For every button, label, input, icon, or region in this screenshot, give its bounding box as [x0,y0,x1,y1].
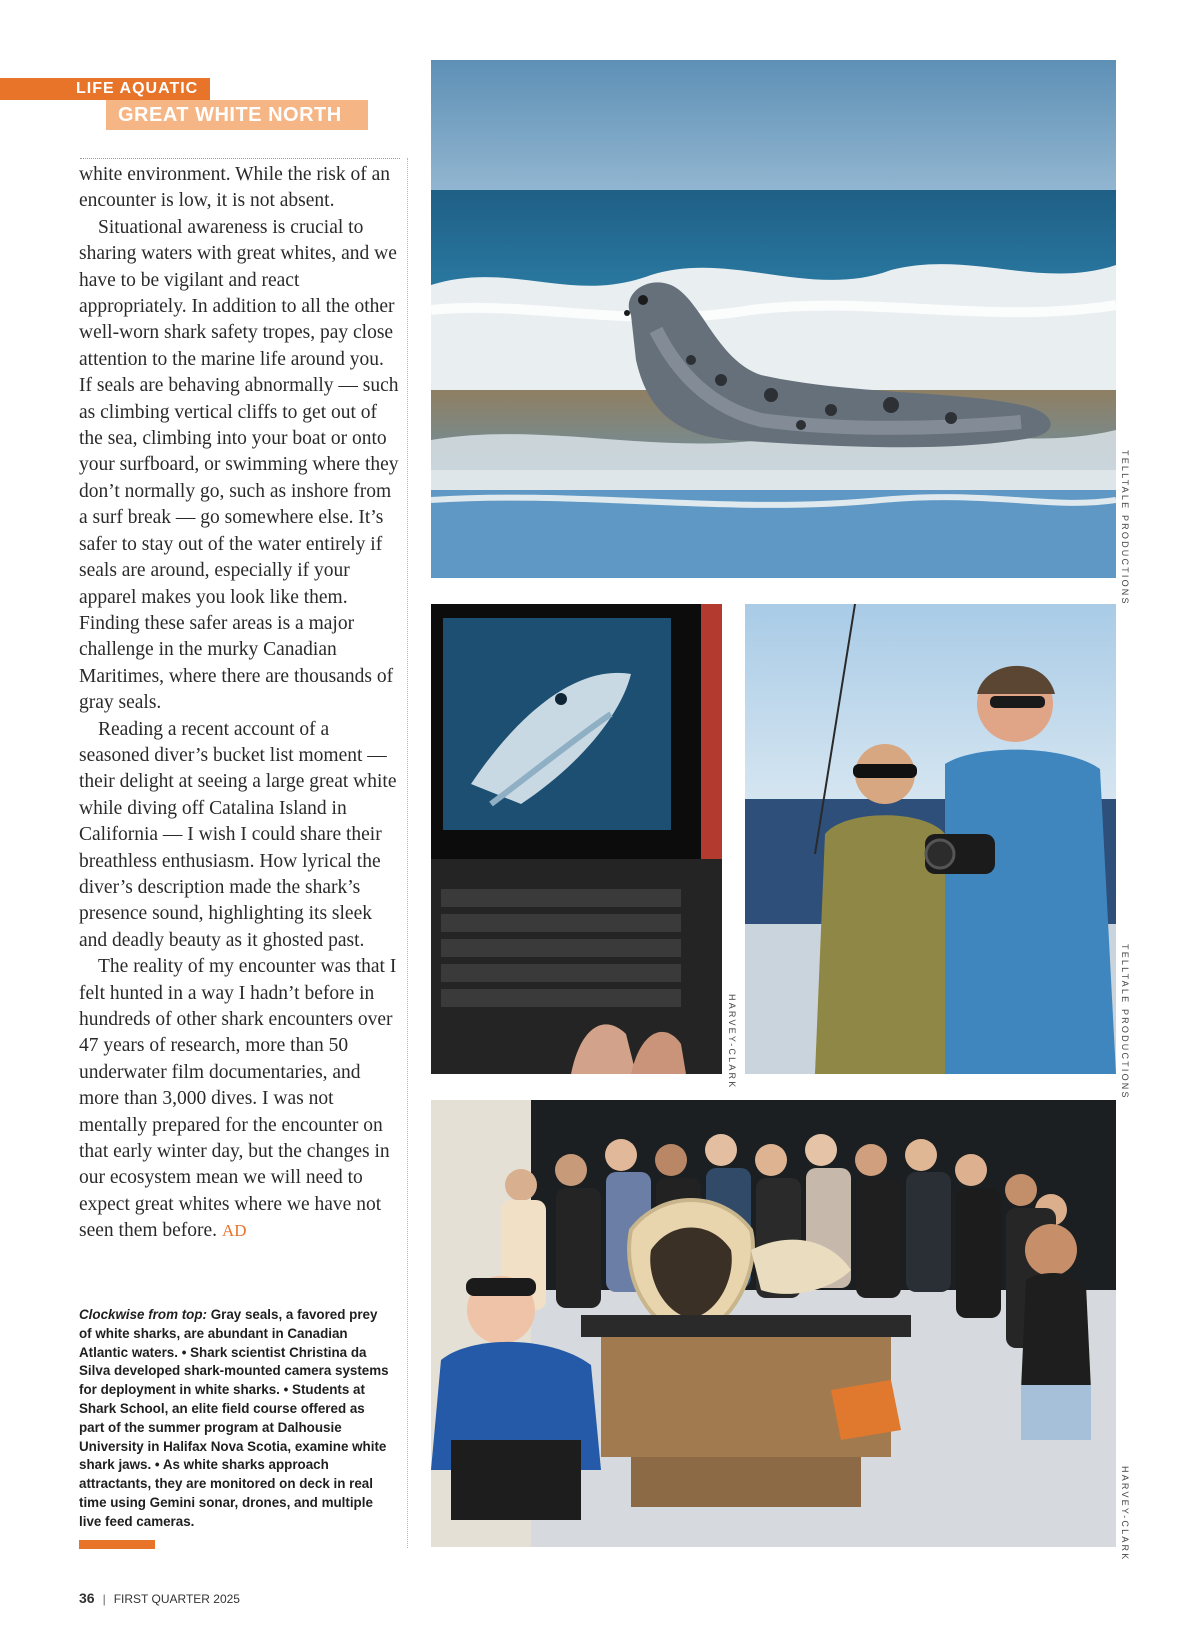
boat-photo [745,604,1116,1074]
paragraph-3: Reading a recent account of a seasoned diver’s bucket list moment — their delight at seeing a large great white while diving off Catalina Island in California — I wish I could share their breathless enthusiasm. How lyrical the diver’s description made the shark’s presence sound, highlighting its sleek and deadly beauty as it ghosted past. [79,718,397,951]
caption-text: Gray seals, a favored prey of white sharks, are abundant in Canadian Atlantic waters. • Shark scientist Christina da Silva developed shark-mounted camera systems for deployment in white sharks. • Students at Shark School, an elite field course offered as part of the summer program at Dalhousie University in Halifax Nova Scotia, examine white shark jaws. • As white sharks approach attractants, they are monitored on deck in real time using Gemini sonar, drones, and multiple live feed cameras. [79,1307,389,1529]
classroom-illustration [431,1100,1116,1547]
seal-photo-credit: TELLTALE PRODUCTIONS [1120,450,1130,606]
page-number: 36 [79,1590,95,1606]
paragraph-4 [79,954,399,1244]
photo-caption [79,1306,391,1532]
laptop-illustration [431,604,722,1074]
issue-label: FIRST QUARTER 2025 [113,1592,240,1606]
laptop-photo [431,604,722,1074]
caption-lead: Clockwise from top: [79,1307,207,1322]
paragraph-1: white environment. While the risk of an encounter is low, it is not absent. [79,164,391,212]
column-rule [80,158,400,159]
paragraph-4-text: The reality of my encounter was that I felt hunted in a way I hadn’t before in hundreds of other shark encounters over 47 years of research, more than 50 underwater film documentaries, and more than 3,000 dives. I was not mentally prepared for the encounter on that early winter day, but the changes in our ecosystem mean we will need to expect great whites where we have not seen them before. [79,956,397,1242]
boat-photo-credit: TELLTALE PRODUCTIONS [1120,944,1130,1100]
paragraph-2: Situational awareness is crucial to sharing waters with great whites, and we have to be vigilant and react appropriately. In addition to all the other well-worn shark safety tropes, pay close attention to the marine life around you. If seals are behaving abnormally — such as climbing vertical cliffs to get out of the sea, climbing into your boat or onto your surfboard, or swimming where they don’t normally go, such as inshore from a surf break — go somewhere else. It’s safer to stay out of the water entirely if seals are around, especially if your apparel makes you look like them. Finding these safer areas is a major challenge in the murky Canadian Maritimes, where there are thousands of gray seals. [79,216,399,714]
boat-illustration [745,604,1116,1074]
caption-accent-bar [79,1540,155,1549]
classroom-photo [431,1100,1116,1547]
article-body [79,162,399,1245]
footer-separator: | [102,1592,106,1606]
seal-illustration [431,60,1116,578]
vertical-divider [407,158,408,1548]
page-footer [79,1590,240,1606]
section-label: LIFE AQUATIC [0,78,210,100]
seal-photo [431,60,1116,578]
story-title: GREAT WHITE NORTH [106,100,368,130]
classroom-photo-credit: HARVEY-CLARK [1120,1466,1130,1562]
laptop-photo-credit: HARVEY-CLARK [727,994,737,1090]
end-sign: AD [221,1221,247,1241]
